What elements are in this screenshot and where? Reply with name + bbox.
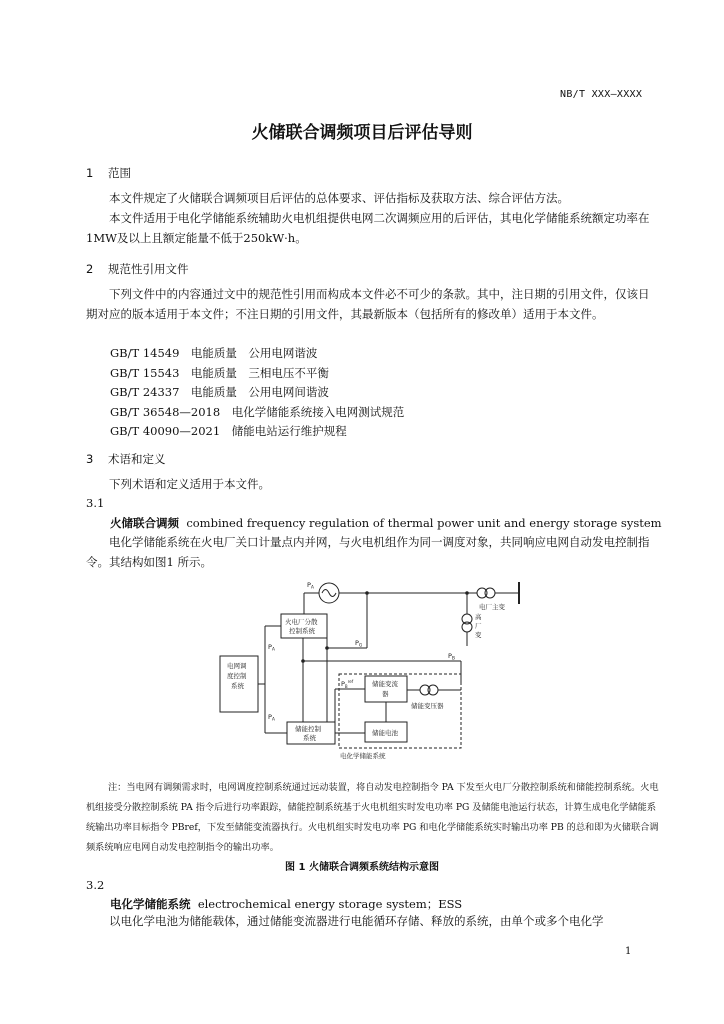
reference-item xyxy=(110,364,404,384)
document-code: NB/T XXX—XXXX xyxy=(560,89,643,100)
dispatch-label-line-3: 系统 xyxy=(231,682,244,690)
term-chinese: 电化学储能系统 xyxy=(110,897,191,911)
section-3-paragraph-1: 下列术语和定义适用于本文件。 xyxy=(109,477,270,491)
aux-transformer-label-1: 高 xyxy=(475,613,482,621)
reference-item xyxy=(110,344,404,364)
reference-item xyxy=(110,383,404,403)
dcs-label-line-1: 火电厂分散 xyxy=(285,618,318,626)
section-1-paragraph-2: 本文件适用于电化学储能系统辅助火电机组提供电网二次调频应用的后评估，其电化学储能系统额定功率在1MW及以上且额定能量不低于250kW·h。 xyxy=(86,211,650,245)
ess-control-label-line-2: 系统 xyxy=(303,734,316,742)
pa-label-top: $P_A$ xyxy=(307,581,315,591)
figure-1-diagram xyxy=(215,576,525,764)
dispatch-label-line-2: 度控制 xyxy=(227,672,247,680)
section-title: 术语和定义 xyxy=(108,452,166,466)
section-2-heading xyxy=(86,261,189,277)
pcs-label-line-1: 储能变流 xyxy=(372,680,398,688)
reference-code: GB/T 40090—2021 xyxy=(110,424,221,439)
aux-transformer-label-3: 变 xyxy=(475,631,482,639)
figure-note: 注：当电网有调频需求时，电网调度控制系统通过远动装置，将自动发电控制指令 PA 下发至火电厂分散控制系统和储能控制系统。火电机组接受分散控制系统 PA 指令后进行功率跟踪，储能控制系统基于火电机组实时发电功率 PG 及储能电池运行状态，计算生成电化学储能系统输出功率目标指令 PBref，下发至储能变流器执行。火电机组实时发电功率 PG 和电化学储能系统实时输出功率 PB 的总和即为火储联合调频系统响应电网自动发电控制指令的输出功率。 xyxy=(86,782,659,853)
pa-label-bottom: $P_A$ xyxy=(268,713,276,723)
dcs-label-line-2: 控制系统 xyxy=(289,627,315,635)
section-number: 2 xyxy=(86,262,94,276)
reference-item xyxy=(110,422,404,442)
pg-label: $P_G$ xyxy=(355,639,363,649)
clause-3-1-term xyxy=(110,515,662,531)
section-3-heading xyxy=(86,451,166,467)
ess-control-label-line-1: 储能控制 xyxy=(295,725,321,733)
reference-item xyxy=(110,403,404,423)
section-1-paragraph-1: 本文件规定了火储联合调频项目后评估的总体要求、评估指标及获取方法、综合评估方法。 xyxy=(109,191,569,205)
reference-name: 电能质量 三相电压不平衡 xyxy=(190,365,329,380)
junction-dot xyxy=(465,591,469,595)
section-title: 范围 xyxy=(108,166,131,180)
reference-name: 电能质量 公用电网谐波 xyxy=(190,346,318,360)
dispatch-label-line-1: 电网调 xyxy=(227,662,247,670)
clause-3-2-number: 3.2 xyxy=(86,878,105,892)
reference-name: 电化学储能系统接入电网测试规范 xyxy=(231,404,405,419)
ess-boundary-box xyxy=(339,674,461,748)
reference-code: GB/T 15543 xyxy=(110,365,180,380)
clause-3-2-term xyxy=(110,896,462,912)
storage-transformer-label: 储能变压器 xyxy=(411,702,444,710)
pcs-label-line-2: 器 xyxy=(382,690,389,698)
term-english: combined frequency regulation of thermal power unit and energy storage system xyxy=(186,516,662,530)
section-number: 1 xyxy=(86,166,94,180)
section-number: 3 xyxy=(86,452,94,466)
document-title: 火储联合调频项目后评估导则 xyxy=(251,123,473,143)
section-title: 规范性引用文件 xyxy=(108,262,189,276)
aux-transformer-label-2: 厂 xyxy=(475,622,482,630)
pref-label: $P_B^{ref}$ xyxy=(341,679,354,689)
reference-name: 电能质量 公用电网间谐波 xyxy=(190,385,329,400)
junction-dot xyxy=(301,659,305,663)
pb-label: $P_B$ xyxy=(448,652,456,662)
reference-code: GB/T 24337 xyxy=(110,385,180,400)
clause-3-2-definition: 以电化学电池为储能载体，通过储能变流器进行电能循环存储、释放的系统，由单个或多个电化学 xyxy=(109,914,604,928)
section-1-heading xyxy=(86,165,131,181)
ess-boundary-label: 电化学储能系统 xyxy=(340,752,386,760)
generator-wave xyxy=(322,590,336,597)
figure-caption: 图 1 火储联合调频系统结构示意图 xyxy=(285,862,439,873)
reference-code: GB/T 36548—2018 xyxy=(110,404,221,419)
term-chinese: 火储联合调频 xyxy=(110,516,179,530)
normative-references-list xyxy=(110,344,404,442)
battery-label: 储能电池 xyxy=(372,729,398,737)
section-2-paragraph-1: 下列文件中的内容通过文中的规范性引用而构成本文件必不可少的条款。其中，注日期的引用文件，仅该日期对应的版本适用于本文件；不注日期的引用文件，其最新版本（包括所有的修改单）适用于本文件。 xyxy=(86,287,650,321)
reference-name: 储能电站运行维护规程 xyxy=(231,424,347,439)
junction-dot xyxy=(325,646,329,650)
term-english: electrochemical energy storage system；ESS xyxy=(197,897,463,911)
clause-3-1-definition: 电化学储能系统在火电厂关口计量点内并网，与火电机组作为同一调度对象，共同响应电网自动发电控制指令。其结构如图1 所示。 xyxy=(86,535,650,569)
junction-dot xyxy=(365,591,369,595)
pa-label-mid: $P_A$ xyxy=(268,643,276,653)
page-number: 1 xyxy=(625,946,632,957)
clause-3-1-number: 3.1 xyxy=(86,496,105,510)
reference-code: GB/T 14549 xyxy=(110,346,180,360)
main-transformer-label: 电厂主变 xyxy=(479,603,505,611)
